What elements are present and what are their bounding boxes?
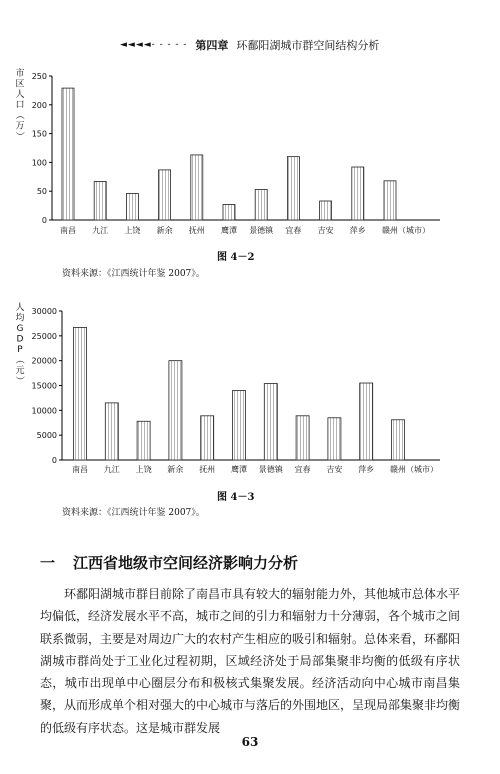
y-axis-label-char: 均 <box>15 313 25 324</box>
y-tick-label: 150 <box>31 129 47 139</box>
bar <box>74 327 87 460</box>
y-axis-label-char: 人 <box>15 90 25 100</box>
bar <box>169 361 182 460</box>
page-number: 63 <box>241 735 259 749</box>
bar <box>296 416 309 460</box>
y-tick-label: 0 <box>51 456 57 465</box>
body-paragraph: 环鄱阳湖城市群目前除了南昌市具有较大的辐射能力外，其他城市总体水平均偏低，经济发展水平不高，城市之间的引力和辐射力十分薄弱，各个城市之间联系微弱，主要是对周边广大的农村产生相应的吸引和辐射。总体来看，环鄱阳湖城市群尚处于工业化过程初期，区域经济处于局部集聚非均衡的低级有序状态，城市出现单中心圈层分布和极核式集聚发展。经济活动向中心城市南昌集聚，从而形成单个相对强大的中心城市与落后的外围地区，呈现局部集聚非均衡的低级有序状态。这是城市群发展 <box>40 587 461 735</box>
bar <box>328 418 341 460</box>
category-label: 吉安 <box>317 226 334 235</box>
y-axis-label-char: ） <box>14 375 24 386</box>
y-axis-label-char: 人 <box>15 303 25 313</box>
category-label: 吉安 <box>326 465 343 474</box>
category-label: 九江 <box>92 226 109 235</box>
category-label: 上饶 <box>124 226 141 235</box>
bar <box>233 390 246 460</box>
y-tick-label: 10000 <box>31 406 57 416</box>
y-axis-label-char: 市 <box>15 69 25 79</box>
y-axis-label-char: （ <box>14 354 24 365</box>
category-label: 景德镇 <box>249 226 274 235</box>
bar <box>137 421 150 460</box>
y-tick-label: 50 <box>36 187 47 197</box>
y-axis-label-char: P <box>17 345 23 355</box>
y-tick-label: 25000 <box>31 331 57 341</box>
category-label: 萍乡 <box>358 465 375 474</box>
y-axis-label-char: ） <box>14 131 24 141</box>
section-number: 一 <box>40 554 56 572</box>
category-label: 九江 <box>103 465 120 474</box>
y-axis-label-char: 万 <box>15 121 25 132</box>
y-axis-label-char: 区 <box>15 79 25 90</box>
y-axis-label-char: 元 <box>15 366 25 376</box>
y-tick-label: 30000 <box>31 307 57 316</box>
section-title: 江西省地级市空间经济影响力分析 <box>73 554 299 572</box>
y-tick-label: 20000 <box>31 356 57 366</box>
category-label: 上饶 <box>135 465 152 474</box>
category-label: 南昌 <box>60 226 76 235</box>
y-axis-label-char: （ <box>14 110 24 120</box>
y-tick-label: 200 <box>31 100 47 110</box>
bar <box>264 384 277 460</box>
category-label: 宜春 <box>294 465 311 474</box>
y-axis-label-char: D <box>16 334 24 345</box>
chapter-label: 第四章 <box>195 39 229 52</box>
category-label: 新余 <box>167 465 184 474</box>
bar <box>392 420 405 460</box>
category-label: 抚州 <box>199 465 216 474</box>
category-label: 新余 <box>156 226 173 235</box>
bar <box>360 383 373 460</box>
y-tick-label: 250 <box>31 72 47 81</box>
y-tick-label: 100 <box>31 158 47 168</box>
category-label: 鹰潭 <box>231 465 247 474</box>
category-label: 赣州（城市） <box>382 226 430 235</box>
category-label: 景德镇 <box>258 465 283 474</box>
section-heading <box>40 552 298 573</box>
category-label: 赣州（城市） <box>390 465 438 474</box>
chapter-title: 环鄱阳湖城市群空间结构分析 <box>236 39 380 52</box>
y-tick-label: 5000 <box>36 431 57 441</box>
figure-source-4-3: 资料来源：《江西统计年鉴 2007》。 <box>62 508 205 518</box>
category-label: 鹰潭 <box>221 226 237 235</box>
category-label: 南昌 <box>72 465 88 474</box>
y-axis-label-char: 口 <box>15 100 25 111</box>
y-axis-label-char: G <box>16 324 24 334</box>
category-label: 萍乡 <box>349 226 366 235</box>
figure-caption-4-2: 图 4－2 <box>217 252 255 263</box>
bar <box>105 403 118 460</box>
figure-source-4-2: 资料来源：《江西统计年鉴 2007》。 <box>62 269 205 279</box>
y-tick-label: 0 <box>41 216 47 225</box>
header-arrows: ◄◄◄◄- - - - - <box>120 40 188 50</box>
bar <box>201 416 214 460</box>
figure-caption-4-3: 图 4－3 <box>217 492 255 503</box>
category-label: 抚州 <box>188 226 205 235</box>
y-tick-label: 15000 <box>31 381 57 391</box>
category-label: 宜春 <box>285 226 302 235</box>
